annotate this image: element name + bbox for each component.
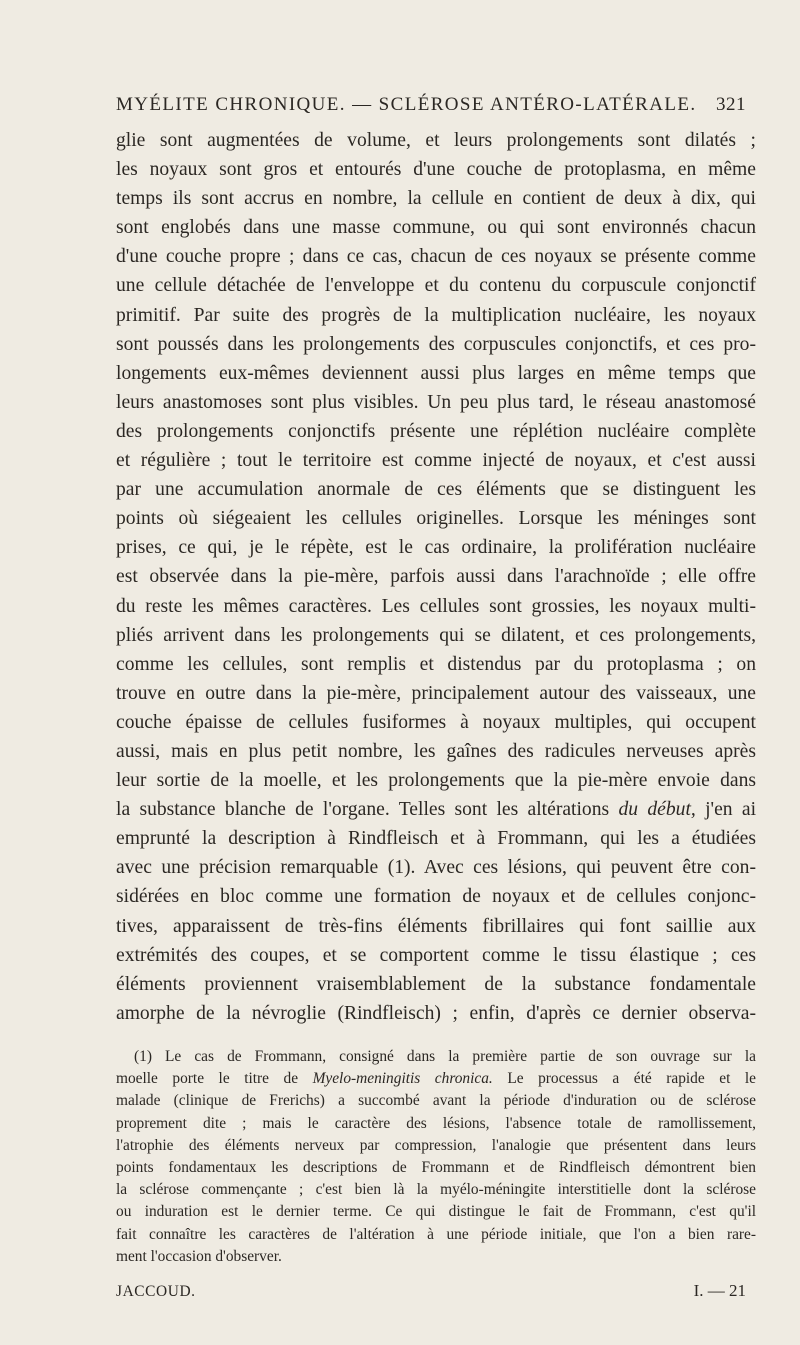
- footnote: [116, 1046, 756, 1268]
- footnote-line-with-italic: [116, 1068, 756, 1090]
- signature-row: [116, 1283, 746, 1305]
- body-line: couche épaisse de cellules fusiformes à noyaux multiples, qui occupent: [116, 711, 756, 733]
- footnote-line: ou induration est le dernier terme. Ce qui distingue le fait de Frommann, c'est qu'il: [116, 1203, 756, 1221]
- author-signature: JACCOUD.: [116, 1283, 196, 1300]
- body-line: emprunté la description à Rindfleisch et à Frommann, qui les a étudiées: [116, 828, 756, 850]
- footnote-italic-title: Myelo-meningitis chronica.: [312, 1070, 493, 1088]
- running-head: [116, 94, 746, 118]
- footnote-line: malade (clinique de Frerichs) a succombé avant la période d'induration ou de sclérose: [116, 1092, 756, 1110]
- body-line: primitif. Par suite des progrès de la multiplication nucléaire, les noyaux: [116, 304, 756, 326]
- footnote-line: points fondamentaux les descriptions de Frommann et de Rindfleisch démontrent bien: [116, 1158, 756, 1176]
- italic-phrase: du début,: [618, 799, 696, 821]
- body-line: par une accumulation anormale de ces éléments que se distinguent les: [116, 479, 756, 501]
- body-line: éléments proviennent vraisemblablement de la substance fondamentale: [116, 973, 756, 995]
- body-line: est observée dans la pie-mère, parfois aussi dans l'arachnoïde ; elle offre: [116, 566, 756, 588]
- body-line: sont poussés dans les prolongements des corpuscules conjonctifs, et ces pro-: [116, 333, 756, 355]
- body-line-end: j'en ai: [705, 799, 757, 821]
- signature-mark: I. — 21: [693, 1281, 746, 1300]
- body-line: du reste les mêmes caractères. Les cellules sont grossies, les noyaux multi-: [116, 595, 756, 617]
- body-line-start: la substance blanche de l'organe. Telles sont les altérations: [116, 799, 610, 821]
- body-text: [116, 126, 756, 1028]
- body-line: leur sortie de la moelle, et les prolongements que la pie-mère envoie dans: [116, 770, 756, 792]
- body-line: les noyaux sont gros et entourés d'une couche de protoplasma, en même: [116, 159, 756, 181]
- footnote-line-end: Le processus a été rapide et le: [507, 1070, 756, 1088]
- body-line: des prolongements conjonctifs présente une réplétion nucléaire complète: [116, 420, 756, 442]
- footnote-line: ment l'occasion d'observer.: [116, 1247, 282, 1265]
- body-line: tives, apparaissent de très-fins éléments fibrillaires qui font saillie aux: [116, 915, 756, 937]
- body-line: temps ils sont accrus en nombre, la cellule en contient de deux à dix, qui: [116, 188, 756, 210]
- body-line: extrémités des coupes, et se comportent comme le tissu élastique ; ces: [116, 944, 756, 966]
- footnote-line-start: moelle porte le titre de: [116, 1070, 299, 1088]
- body-line: aussi, mais en plus petit nombre, les gaînes des radicules nerveuses après: [116, 740, 756, 762]
- body-line: avec une précision remarquable (1). Avec ces lésions, qui peuvent être con-: [116, 857, 756, 879]
- footnote-line: l'atrophie des éléments nerveux par compression, l'analogie que présentent dans leurs: [116, 1136, 756, 1154]
- footnote-line: proprement dite ; mais le caractère des lésions, l'absence totale de ramollissement,: [116, 1114, 756, 1132]
- body-line: glie sont augmentées de volume, et leurs prolongements sont dilatés ;: [116, 130, 756, 151]
- body-line: sidérées en bloc comme une formation de noyaux et de cellules conjonc-: [116, 886, 756, 908]
- footnote-line: fait connaître les caractères de l'altération à une période initiale, que l'on a bien rare-: [116, 1225, 756, 1243]
- body-line: trouve en outre dans la pie-mère, principalement autour des vaisseaux, une: [116, 682, 756, 704]
- body-line: et régulière ; tout le territoire est comme injecté de noyaux, et c'est aussi: [116, 450, 756, 472]
- page-number: 321: [716, 94, 746, 115]
- body-line: sont englobés dans une masse commune, ou qui sont environnés chacun: [116, 217, 756, 239]
- body-line: amorphe de la névroglie (Rindfleisch) ; enfin, d'après ce dernier observa-: [116, 1002, 756, 1024]
- body-line: prises, ce qui, je le répète, est le cas ordinaire, la prolifération nucléaire: [116, 537, 756, 559]
- body-line: une cellule détachée de l'enveloppe et du contenu du corpuscule conjonctif: [116, 275, 756, 297]
- body-line: pliés arrivent dans les prolongements qui se dilatent, et ces prolongements,: [116, 624, 756, 646]
- running-title: MYÉLITE CHRONIQUE. — SCLÉROSE ANTÉRO-LATÉRALE.: [116, 94, 697, 115]
- body-line: points où siégeaient les cellules originelles. Lorsque les méninges sont: [116, 508, 756, 530]
- footnote-line: (1) Le cas de Frommann, consigné dans la première partie de son ouvrage sur la: [134, 1048, 756, 1065]
- body-line: leurs anastomoses sont plus visibles. Un peu plus tard, le réseau anastomosé: [116, 391, 756, 413]
- body-line: d'une couche propre ; dans ce cas, chacun de ces noyaux se présente comme: [116, 246, 756, 268]
- body-line-with-italic: [116, 795, 756, 824]
- body-line: comme les cellules, sont remplis et distendus par du protoplasma ; on: [116, 653, 756, 675]
- footnote-line: la sclérose commençante ; c'est bien là la myélo-méningite interstitielle dont la sclérose: [116, 1181, 756, 1199]
- body-line: longements eux-mêmes deviennent aussi plus larges en même temps que: [116, 362, 756, 384]
